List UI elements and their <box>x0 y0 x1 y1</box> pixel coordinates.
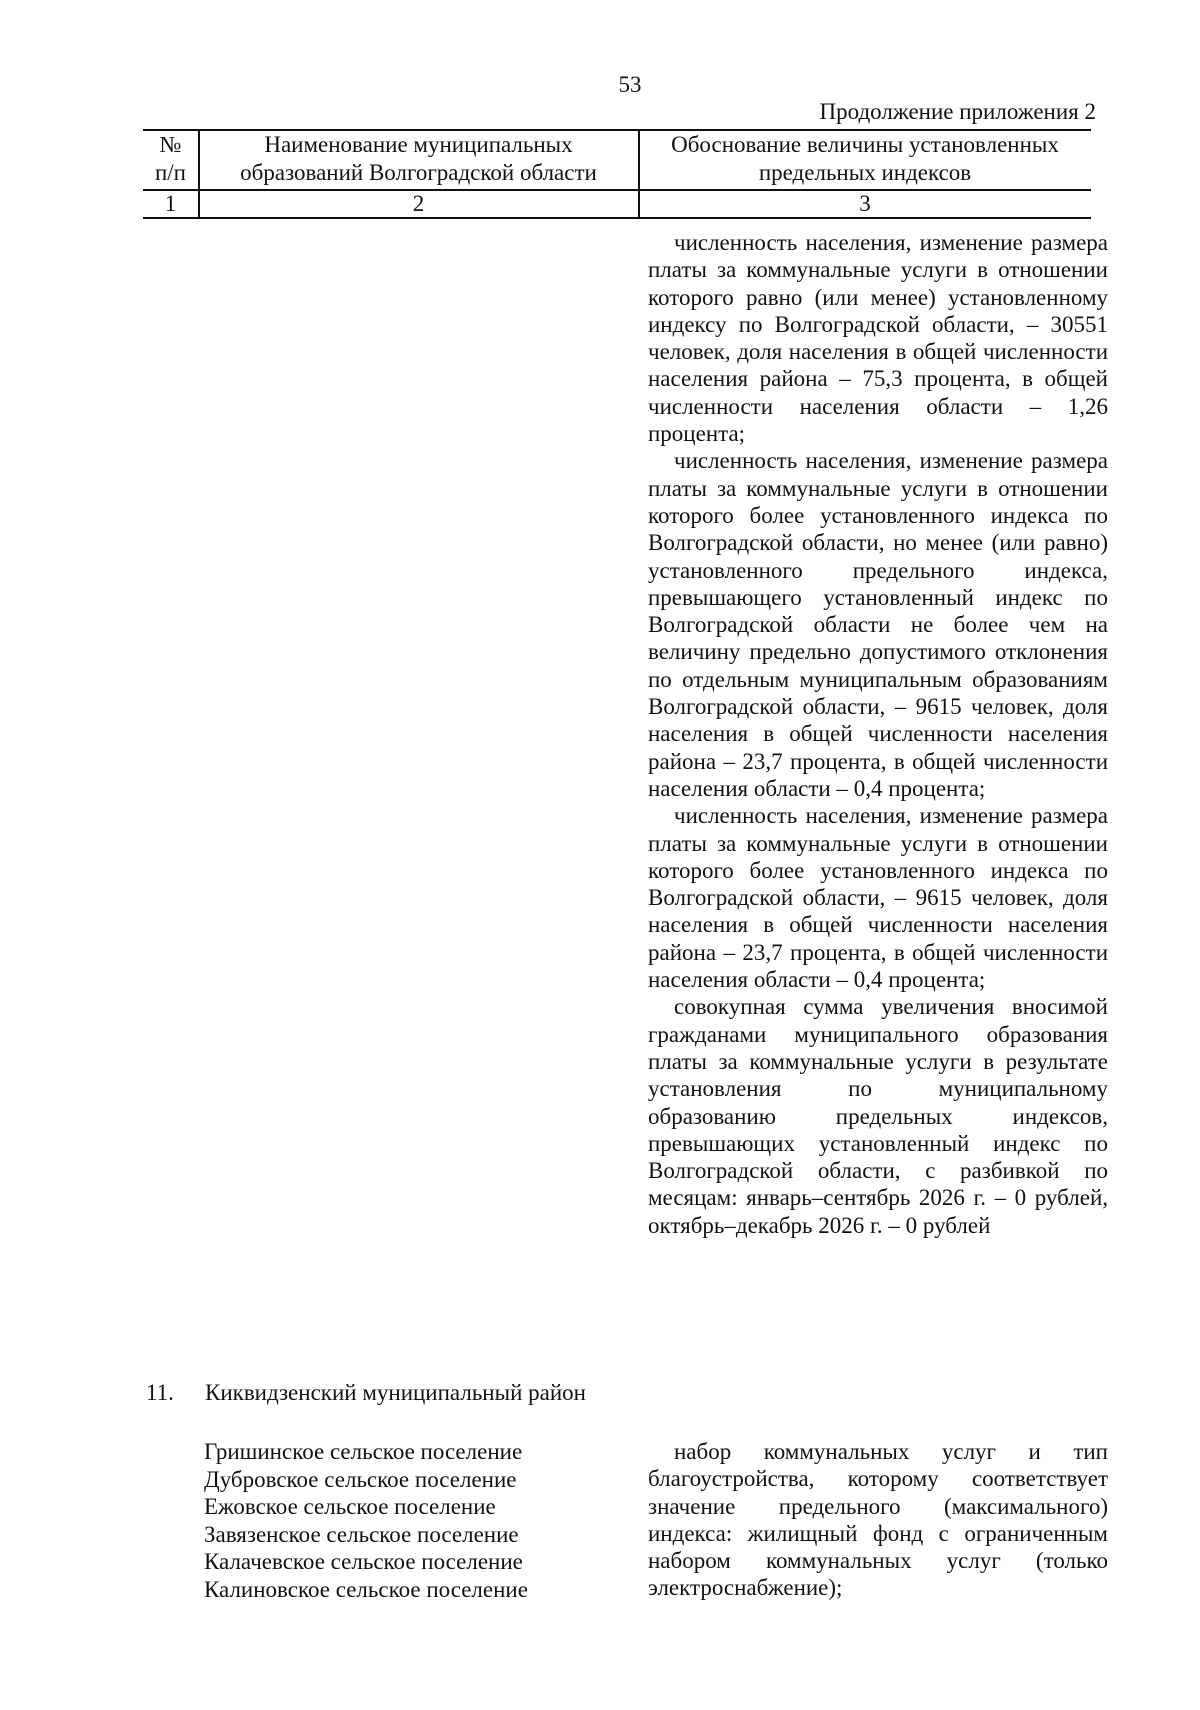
list-item: Завязенское сельское поселение <box>204 1521 519 1547</box>
list-item: Калачевское сельское поселение <box>204 1549 523 1574</box>
header-num1: 1 <box>164 191 177 216</box>
header-col3-line2: предельных индексов <box>758 160 972 185</box>
header-col1-line2: п/п <box>154 160 186 185</box>
header-col3 <box>639 131 1091 187</box>
district-number: 11. <box>146 1380 174 1405</box>
list-item: Гришинское сельское поселение <box>204 1439 523 1464</box>
justification-paragraph: совокупная сумма увеличения вносимой гражданами муниципального образования платы за коммунальные услуги в результате установления по муниципальному образованию предельных индексов, превышающих установленный индекс по Волгоградской области, с разбивкой по месяцам: январь–сентябрь 2026 г. – 0 рублей, октябрь–декабрь 2026 г. – 0 рублей <box>648 994 1108 1238</box>
district-justification-block <box>648 1438 1108 1602</box>
header-col3-line1: Обоснование величины установленных <box>671 132 1059 157</box>
list-item: Калиновское сельское поселение <box>204 1576 528 1602</box>
page-number: 53 <box>618 72 642 97</box>
justification-block <box>648 229 1108 1239</box>
justification-paragraph: численность населения, изменение размера платы за коммунальные услуги в отношении которого равно (или менее) установленному индексу по Волгоградской области, – 30551 человек, доля населения в общей численности населения района – 75,3 процента, в общей численности населения области – 1,26 процента; <box>648 230 1108 447</box>
header-col1-line1: № <box>159 132 182 157</box>
justification-paragraph: численность населения, изменение размера платы за коммунальные услуги в отношении которого более установленного индекса по Волгоградской области, но менее (или равно) установленного предельного индекса, превышающего установленный индекс по Волгоградской области не более чем на величину предельно допустимого отклонения по отдельным муниципальным образованиям Волгоградской области, – 9615 человек, доля населения в общей численности населения района – 23,7 процента, в общей численности населения области – 0,4 процента; <box>648 448 1108 801</box>
continuation-label: Продолжение приложения 2 <box>819 99 1096 124</box>
list-item: Ежовское сельское поселение <box>204 1494 496 1519</box>
header-col2-line2: образований Волгоградской области <box>240 160 597 185</box>
header-col2-line1: Наименование муниципальных <box>264 132 573 157</box>
list-item: Дубровское сельское поселение <box>204 1466 517 1492</box>
district-justification: набор коммунальных услуг и тип благоустройства, которому соответствует значение предельного (максимального) индекса: жилищный фонд с ограниченным набором коммунальных услуг (только электроснабжение); <box>648 1439 1108 1601</box>
justification-paragraph: численность населения, изменение размера платы за коммунальные услуги в отношении которого более установленного индекса по Волгоградской области, – 9615 человек, доля населения в общей численности населения района – 23,7 процента, в общей численности населения области – 0,4 процента; <box>648 803 1108 993</box>
header-col1 <box>143 131 198 187</box>
header-col2 <box>199 131 638 187</box>
district-name: Киквидзенский муниципальный район <box>205 1380 586 1405</box>
settlement-list <box>204 1438 528 1603</box>
header-num2: 2 <box>412 191 425 216</box>
header-num3: 3 <box>859 191 871 216</box>
